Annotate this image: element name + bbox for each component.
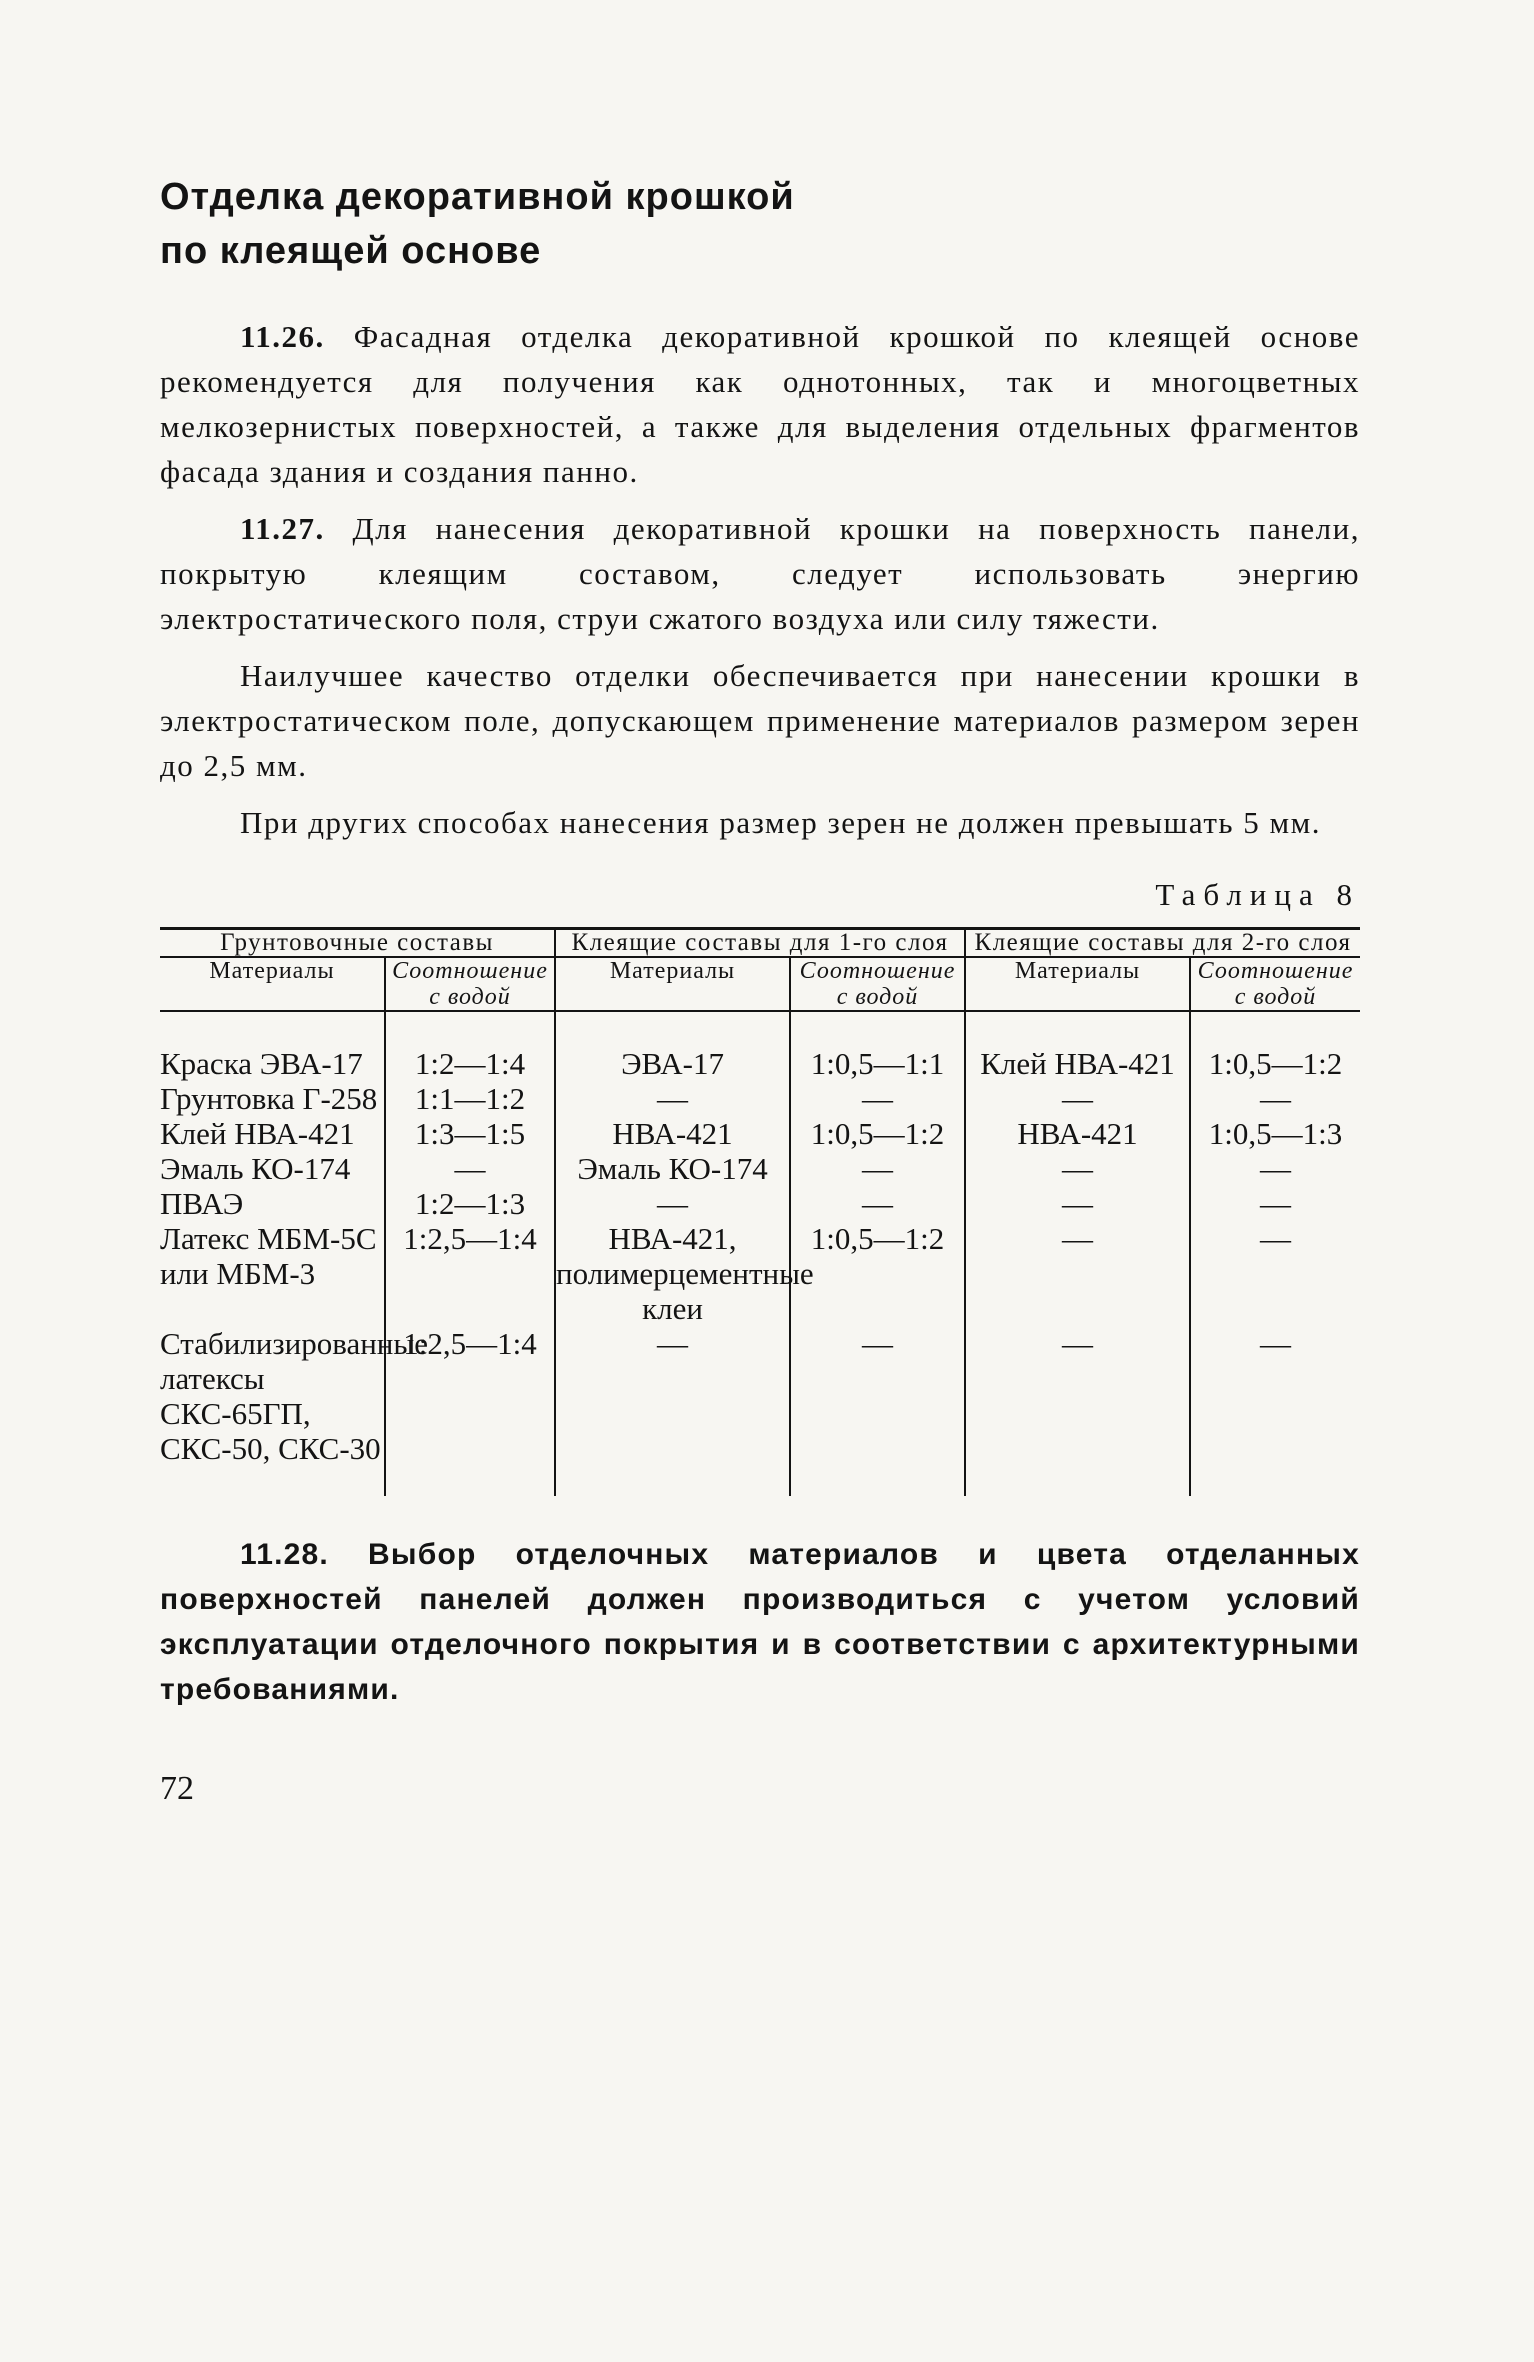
cell-layer1-material: — bbox=[555, 1326, 790, 1466]
table-row bbox=[160, 1116, 1360, 1151]
cell-layer1-ratio: — bbox=[790, 1151, 965, 1186]
cell-primer-ratio: — bbox=[385, 1151, 555, 1186]
cell-layer1-material: Эмаль КО-174 bbox=[555, 1151, 790, 1186]
cell-layer2-material: — bbox=[965, 1186, 1190, 1221]
table-row bbox=[160, 1011, 1360, 1081]
cell-layer1-ratio: — bbox=[790, 1081, 965, 1116]
cell-layer2-ratio: — bbox=[1190, 1326, 1360, 1466]
cell-layer2-ratio: — bbox=[1190, 1081, 1360, 1116]
cell-layer2-material: — bbox=[965, 1221, 1190, 1326]
cell-primer-ratio: 1:2—1:4 bbox=[385, 1011, 555, 1081]
cell-layer1-ratio: 1:0,5—1:2 bbox=[790, 1221, 965, 1326]
cell-primer-material: Грунтовка Г-258 bbox=[160, 1081, 378, 1116]
subheader-materials: Материалы bbox=[555, 957, 790, 1011]
paragraph-number: 11.28. bbox=[240, 1538, 329, 1571]
cell-layer1-ratio: 1:0,5—1:1 bbox=[790, 1011, 965, 1081]
cell-layer1-ratio: — bbox=[790, 1186, 965, 1221]
table-row bbox=[160, 1326, 1360, 1466]
cell-layer2-material: — bbox=[965, 1081, 1190, 1116]
paragraph-11-27 bbox=[160, 506, 1360, 641]
paragraph-text: Выбор отделочных материалов и цвета отделанных поверхностей панелей должен производиться с учетом условий эксплуатации отделочного покрытия и в соответствии с архитектурными требованиями. bbox=[160, 1538, 1360, 1706]
cell-layer1-ratio: — bbox=[790, 1326, 965, 1466]
group-header-adhesive-layer-1: Клеящие составы для 1-го слоя bbox=[555, 929, 965, 958]
subheader-materials: Материалы bbox=[965, 957, 1190, 1011]
subheader-ratio: Соотношение с водой bbox=[1190, 957, 1360, 1011]
heading-line-1: Отделка декоративной крошкой bbox=[160, 176, 795, 218]
cell-primer-ratio: 1:3—1:5 bbox=[385, 1116, 555, 1151]
table-row bbox=[160, 1081, 1360, 1116]
paragraph-11-28 bbox=[160, 1532, 1360, 1712]
group-header-adhesive-layer-2: Клеящие составы для 2-го слоя bbox=[965, 929, 1360, 958]
cell-primer-ratio: 1:2—1:3 bbox=[385, 1186, 555, 1221]
paragraph-text: Для нанесения декоративной крошки на поверхность панели, покрытую клеящим составом, следует использовать энергию электростатического поля, струи сжатого воздуха или силу тяжести. bbox=[160, 511, 1360, 636]
section-heading bbox=[160, 170, 1360, 278]
table-row bbox=[160, 1151, 1360, 1186]
cell-primer-ratio: 1:2,5—1:4 bbox=[385, 1221, 555, 1326]
cell-layer2-material: Клей НВА-421 bbox=[965, 1011, 1190, 1081]
paragraph-text: Фасадная отделка декоративной крошкой по клеящей основе рекомендуется для получения как однотонных, так и многоцветных мелкозернистых поверхностей, а также для выделения отдельных фрагментов фасада здания и создания панно. bbox=[160, 319, 1360, 489]
cell-layer2-ratio: — bbox=[1190, 1151, 1360, 1186]
table-row bbox=[160, 1186, 1360, 1221]
table-caption: Таблица 8 bbox=[1155, 877, 1360, 912]
subheader-materials: Материалы bbox=[160, 957, 385, 1011]
paragraph-text: Наилучшее качество отделки обеспечивается при нанесении крошки в электростатическом поле, допускающем применение материалов размером зерен до 2,5 мм. bbox=[160, 658, 1360, 783]
cell-primer-material: ПВАЭ bbox=[160, 1186, 244, 1221]
paragraph-best-quality bbox=[160, 653, 1360, 788]
cell-primer-material: Краска ЭВА-17 bbox=[160, 1046, 363, 1081]
cell-layer1-ratio: 1:0,5—1:2 bbox=[790, 1116, 965, 1151]
cell-primer-material: Клей НВА-421 bbox=[160, 1116, 355, 1151]
subheader-ratio: Соотношение с водой bbox=[790, 957, 965, 1011]
cell-layer1-material: — bbox=[555, 1186, 790, 1221]
cell-primer-material: Стабилизированные латексы СКС-65ГП, СКС-50, СКС-30 bbox=[160, 1326, 428, 1466]
cell-primer-material: Латекс МБМ-5С или МБМ-3 bbox=[160, 1221, 377, 1291]
cell-primer-ratio: 1:2,5—1:4 bbox=[385, 1326, 555, 1466]
cell-layer2-material: — bbox=[965, 1326, 1190, 1466]
cell-primer-ratio: 1:1—1:2 bbox=[385, 1081, 555, 1116]
heading-line-2: по клеящей основе bbox=[160, 230, 542, 272]
subheader-ratio: Соотношение с водой bbox=[385, 957, 555, 1011]
page-number: 72 bbox=[160, 1770, 194, 1807]
cell-layer2-material: — bbox=[965, 1151, 1190, 1186]
paragraph-other-methods bbox=[160, 800, 1360, 845]
cell-layer1-material: ЭВА-17 bbox=[555, 1011, 790, 1081]
cell-layer2-ratio: — bbox=[1190, 1186, 1360, 1221]
group-header-primer: Грунтовочные составы bbox=[160, 929, 555, 958]
table-row-spacer bbox=[160, 1466, 1360, 1496]
paragraph-text: При других способах нанесения размер зерен не должен превышать 5 мм. bbox=[240, 805, 1322, 840]
cell-layer1-material: НВА-421 bbox=[555, 1116, 790, 1151]
cell-layer1-material: НВА-421, полимерцементные клеи bbox=[556, 1221, 814, 1326]
table-8 bbox=[160, 927, 1360, 1496]
paragraph-11-26 bbox=[160, 314, 1360, 494]
cell-layer2-ratio: 1:0,5—1:3 bbox=[1190, 1116, 1360, 1151]
page-body bbox=[160, 170, 1360, 1808]
cell-primer-material: Эмаль КО-174 bbox=[160, 1151, 351, 1186]
cell-layer1-material: — bbox=[555, 1081, 790, 1116]
cell-layer2-ratio: 1:0,5—1:2 bbox=[1190, 1011, 1360, 1081]
cell-layer2-ratio: — bbox=[1190, 1221, 1360, 1326]
paragraph-number: 11.26. bbox=[240, 319, 325, 354]
table-row bbox=[160, 1221, 1360, 1326]
paragraph-number: 11.27. bbox=[240, 511, 325, 546]
cell-layer2-material: НВА-421 bbox=[965, 1116, 1190, 1151]
